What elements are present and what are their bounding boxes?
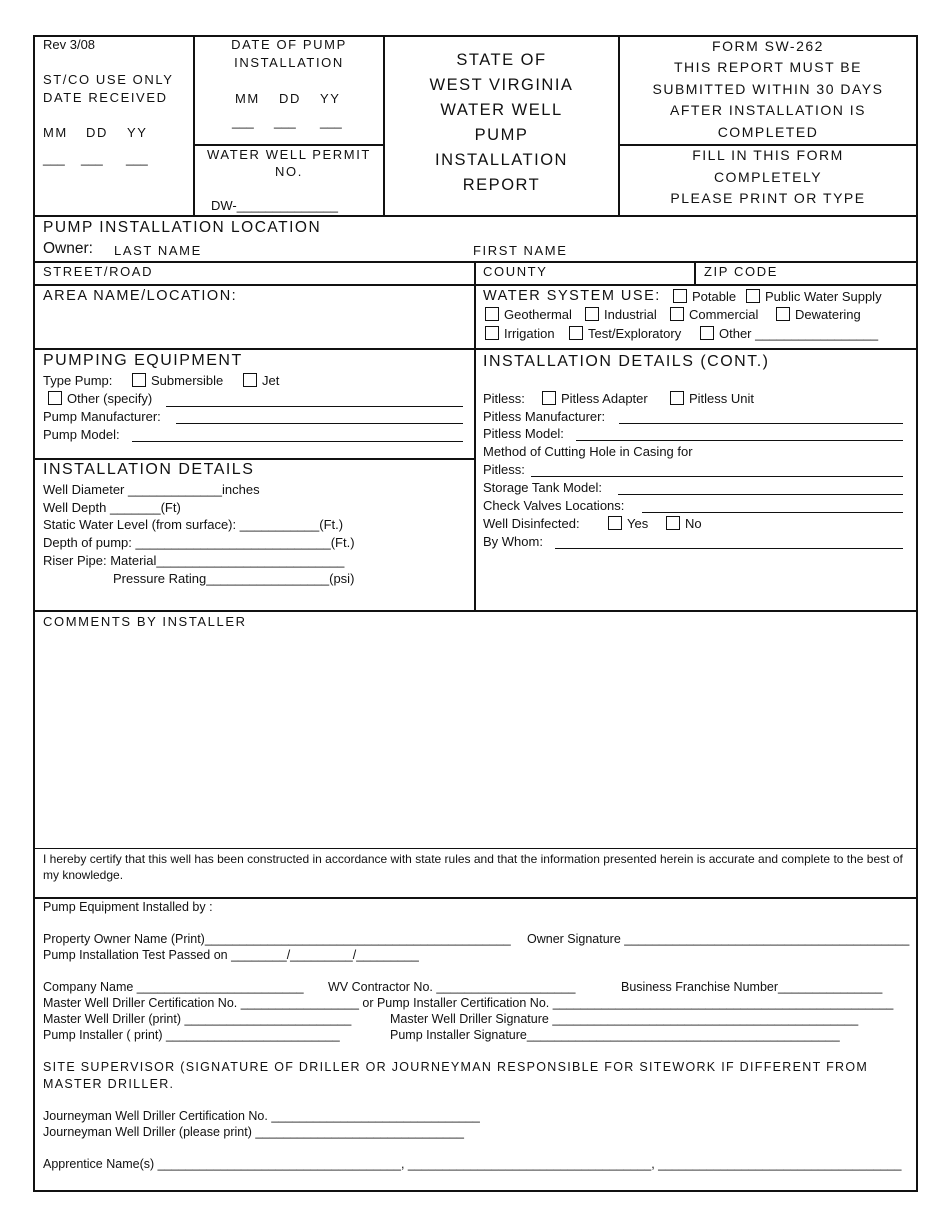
test-passed-field[interactable]: Pump Installation Test Passed on ________/_________/_________ bbox=[43, 948, 419, 962]
method-cutting-label: Method of Cutting Hole in Casing for bbox=[483, 444, 693, 459]
riser-pipe-field[interactable]: Riser Pipe: Material__________________________ bbox=[43, 553, 345, 568]
disinfected-yes-label: Yes bbox=[627, 516, 649, 531]
franchise-number-field[interactable]: Business Franchise Number_______________ bbox=[621, 980, 883, 994]
received-mm-field[interactable]: ___ bbox=[43, 151, 65, 166]
wv-contractor-field[interactable]: WV Contractor No. ____________________ bbox=[328, 980, 576, 994]
pitless-unit-option[interactable] bbox=[670, 391, 754, 406]
industrial-option[interactable] bbox=[585, 307, 657, 322]
pump-model-label: Pump Model: bbox=[43, 427, 120, 442]
permit-label-2: NO. bbox=[275, 164, 303, 179]
owner-label: Owner: bbox=[43, 240, 93, 257]
zip-field[interactable]: ZIP CODE bbox=[704, 264, 778, 279]
pump-manufacturer-label: Pump Manufacturer: bbox=[43, 409, 161, 424]
pitless-unit-checkbox[interactable] bbox=[670, 391, 684, 405]
geothermal-option[interactable] bbox=[485, 307, 572, 322]
installation-cont-heading: INSTALLATION DETAILS (CONT.) bbox=[483, 353, 770, 370]
disinfected-no-checkbox[interactable] bbox=[666, 516, 680, 530]
pitless-model-label: Pitless Model: bbox=[483, 426, 564, 441]
commercial-label: Commercial bbox=[689, 307, 759, 322]
fill-note-2: COMPLETELY bbox=[713, 169, 823, 185]
potable-label: Potable bbox=[692, 289, 737, 304]
public-supply-option[interactable] bbox=[746, 289, 882, 304]
depth-pump-field[interactable]: Depth of pump: ___________________________(Ft.) bbox=[43, 535, 355, 550]
comments-heading: COMMENTS BY INSTALLER bbox=[43, 614, 247, 629]
industrial-label: Industrial bbox=[604, 307, 657, 322]
title-line-6: REPORT bbox=[462, 176, 541, 194]
install-mm-label: MM bbox=[235, 91, 260, 106]
test-exploratory-option[interactable] bbox=[569, 326, 681, 341]
permit-label: WATER WELL PERMIT bbox=[207, 147, 371, 162]
disinfected-label: Well Disinfected: bbox=[483, 516, 580, 531]
date-pump-label-2: INSTALLATION bbox=[234, 55, 344, 70]
divider bbox=[474, 261, 476, 349]
other-use-checkbox[interactable] bbox=[700, 326, 714, 340]
jet-checkbox[interactable] bbox=[243, 373, 257, 387]
method-cutting-field[interactable] bbox=[531, 465, 903, 477]
certification-text: I hereby certify that this well has been constructed in accordance with state rules and that the information presented herein is accurate and complete to the best of my knowledge. bbox=[43, 852, 903, 882]
other-pump-checkbox[interactable] bbox=[48, 391, 62, 405]
by-whom-label: By Whom: bbox=[483, 534, 543, 549]
public-supply-checkbox[interactable] bbox=[746, 289, 760, 303]
pump-model-field[interactable] bbox=[132, 430, 463, 442]
county-field[interactable]: COUNTY bbox=[483, 264, 548, 279]
dewatering-checkbox[interactable] bbox=[776, 307, 790, 321]
title-line-3: WATER WELL bbox=[440, 101, 563, 119]
company-name-field[interactable]: Company Name ________________________ bbox=[43, 980, 304, 994]
install-dd-label: DD bbox=[279, 91, 301, 106]
site-supervisor-label: SITE SUPERVISOR (SIGNATURE OF DRILLER OR JOURNEYMAN RESPONSIBLE FOR SITEWORK IF DIFFERENT FROM MASTER DRILLER. bbox=[43, 1060, 869, 1091]
fill-note-1: FILL IN THIS FORM bbox=[692, 147, 844, 163]
submersible-label: Submersible bbox=[151, 373, 224, 388]
title-line-1: STATE OF bbox=[456, 51, 547, 69]
area-location-field[interactable]: AREA NAME/LOCATION: bbox=[43, 288, 238, 304]
storage-tank-field[interactable] bbox=[618, 483, 903, 495]
pump-manufacturer-field[interactable] bbox=[176, 412, 463, 424]
title-line-5: INSTALLATION bbox=[435, 151, 568, 169]
disinfected-yes-option[interactable] bbox=[608, 516, 648, 531]
installation-details-heading: INSTALLATION DETAILS bbox=[43, 461, 255, 478]
received-yy-label: YY bbox=[127, 125, 148, 140]
disinfected-yes-checkbox[interactable] bbox=[608, 516, 622, 530]
check-valves-label: Check Valves Locations: bbox=[483, 498, 625, 513]
title-line-4: PUMP bbox=[474, 126, 529, 144]
pump-installer-print-field[interactable]: Pump Installer ( print) _________________________ bbox=[43, 1028, 340, 1042]
revision-label: Rev 3/08 bbox=[43, 37, 96, 52]
pitless-adapter-label: Pitless Adapter bbox=[561, 391, 648, 406]
permit-number-field[interactable]: DW-______________ bbox=[211, 198, 338, 213]
jet-label: Jet bbox=[262, 373, 280, 388]
divider bbox=[33, 897, 916, 899]
other-use-option[interactable] bbox=[700, 326, 878, 341]
received-yy-field[interactable]: ___ bbox=[126, 151, 148, 166]
other-pump-option[interactable] bbox=[48, 391, 152, 406]
pitless-adapter-checkbox[interactable] bbox=[542, 391, 556, 405]
form-number: FORM SW-262 bbox=[712, 38, 824, 54]
received-dd-label: DD bbox=[86, 125, 108, 140]
install-dd-field[interactable]: ___ bbox=[274, 114, 296, 129]
master-driller-signature-field[interactable]: Master Well Driller Signature ____________________________________________ bbox=[390, 1012, 859, 1026]
test-exploratory-checkbox[interactable] bbox=[569, 326, 583, 340]
irrigation-label: Irrigation bbox=[504, 326, 555, 341]
master-driller-print-field[interactable]: Master Well Driller (print) ________________________ bbox=[43, 1012, 352, 1026]
divider bbox=[33, 215, 916, 217]
commercial-checkbox[interactable] bbox=[670, 307, 684, 321]
pitless-adapter-option[interactable] bbox=[542, 391, 648, 406]
title-line-2: WEST VIRGINIA bbox=[429, 76, 574, 94]
street-field[interactable]: STREET/ROAD bbox=[43, 264, 154, 279]
install-yy-field[interactable]: ___ bbox=[320, 114, 342, 129]
form-note-2: SUBMITTED WITHIN 30 DAYS bbox=[652, 81, 884, 97]
journeyman-print-field[interactable]: Journeyman Well Driller (please print) ______________________________ bbox=[43, 1125, 464, 1139]
install-yy-label: YY bbox=[320, 91, 341, 106]
pitless-unit-label: Pitless Unit bbox=[689, 391, 755, 406]
date-received-label: DATE RECEIVED bbox=[43, 90, 168, 105]
form-note-3: AFTER INSTALLATION IS bbox=[670, 102, 866, 118]
submersible-checkbox[interactable] bbox=[132, 373, 146, 387]
well-depth-field[interactable]: Well Depth _______(Ft) bbox=[43, 500, 181, 515]
divider bbox=[694, 261, 696, 284]
form-note-1: THIS REPORT MUST BE bbox=[674, 59, 862, 75]
irrigation-checkbox[interactable] bbox=[485, 326, 499, 340]
industrial-checkbox[interactable] bbox=[585, 307, 599, 321]
stco-use-label: ST/CO USE ONLY bbox=[43, 72, 174, 87]
installed-by-label: Pump Equipment Installed by : bbox=[43, 900, 213, 914]
owner-signature-field[interactable]: Owner Signature _________________________________________ bbox=[527, 932, 910, 946]
master-cert-field[interactable]: Master Well Driller Certification No. _________________ or Pump Installer Certification No. _________________________________________________ bbox=[43, 996, 894, 1010]
divider bbox=[618, 144, 916, 146]
received-mm-label: MM bbox=[43, 125, 68, 140]
owner-name-field[interactable]: Property Owner Name (Print)____________________________________________ bbox=[43, 932, 511, 946]
journeyman-cert-field[interactable]: Journeyman Well Driller Certification No. ______________________________ bbox=[43, 1109, 480, 1123]
pump-installer-signature-field[interactable]: Pump Installer Signature_____________________________________________ bbox=[390, 1028, 840, 1042]
public-supply-label: Public Water Supply bbox=[765, 289, 882, 304]
by-whom-field[interactable] bbox=[555, 537, 903, 549]
pumping-equipment-heading: PUMPING EQUIPMENT bbox=[43, 352, 243, 369]
location-heading: PUMP INSTALLATION LOCATION bbox=[43, 219, 322, 236]
pressure-rating-field[interactable]: Pressure Rating_________________(psi) bbox=[113, 571, 355, 586]
test-exploratory-label: Test/Exploratory bbox=[588, 326, 682, 341]
type-pump-label: Type Pump: bbox=[43, 373, 113, 388]
geothermal-checkbox[interactable] bbox=[485, 307, 499, 321]
divider bbox=[33, 848, 916, 849]
geothermal-label: Geothermal bbox=[504, 307, 572, 322]
pitless-manufacturer-field[interactable] bbox=[619, 412, 903, 424]
submersible-option[interactable] bbox=[132, 373, 223, 388]
comments-field[interactable] bbox=[36, 632, 912, 844]
dewatering-option[interactable] bbox=[776, 307, 861, 322]
form-note-4: COMPLETED bbox=[717, 124, 819, 140]
storage-tank-label: Storage Tank Model: bbox=[483, 480, 602, 495]
water-use-label: WATER SYSTEM USE: bbox=[483, 288, 661, 304]
apprentice-names-field[interactable]: Apprentice Name(s) ___________________________________, ___________________________________, ___________________________________ bbox=[43, 1157, 902, 1171]
other-pump-field[interactable] bbox=[166, 395, 463, 407]
pitless-model-field[interactable] bbox=[576, 429, 903, 441]
last-name-field[interactable]: LAST NAME bbox=[114, 243, 202, 258]
jet-option[interactable] bbox=[243, 373, 279, 388]
fill-note-3: PLEASE PRINT OR TYPE bbox=[670, 190, 866, 206]
install-mm-field[interactable]: ___ bbox=[232, 114, 254, 129]
well-diameter-field[interactable]: Well Diameter _____________inches bbox=[43, 482, 260, 497]
divider bbox=[33, 458, 476, 460]
other-use-field[interactable]: _________________ bbox=[755, 326, 879, 341]
method-pitless-label: Pitless: bbox=[483, 462, 525, 477]
pitless-manufacturer-label: Pitless Manufacturer: bbox=[483, 409, 606, 424]
other-pump-label: Other (specify) bbox=[67, 391, 153, 406]
disinfected-no-label: No bbox=[685, 516, 702, 531]
pitless-label: Pitless: bbox=[483, 391, 525, 406]
received-dd-field[interactable]: ___ bbox=[81, 151, 103, 166]
potable-option[interactable] bbox=[673, 289, 736, 304]
static-level-field[interactable]: Static Water Level (from surface): ___________(Ft.) bbox=[43, 517, 344, 532]
other-use-label: Other bbox=[719, 326, 752, 341]
disinfected-no-option[interactable] bbox=[666, 516, 702, 531]
divider bbox=[193, 144, 383, 146]
divider bbox=[33, 610, 916, 612]
divider bbox=[474, 348, 476, 611]
date-pump-label: DATE OF PUMP bbox=[231, 37, 347, 52]
check-valves-field[interactable] bbox=[642, 501, 903, 513]
irrigation-option[interactable] bbox=[485, 326, 555, 341]
dewatering-label: Dewatering bbox=[795, 307, 861, 322]
commercial-option[interactable] bbox=[670, 307, 758, 322]
potable-checkbox[interactable] bbox=[673, 289, 687, 303]
first-name-field[interactable]: FIRST NAME bbox=[473, 243, 568, 258]
